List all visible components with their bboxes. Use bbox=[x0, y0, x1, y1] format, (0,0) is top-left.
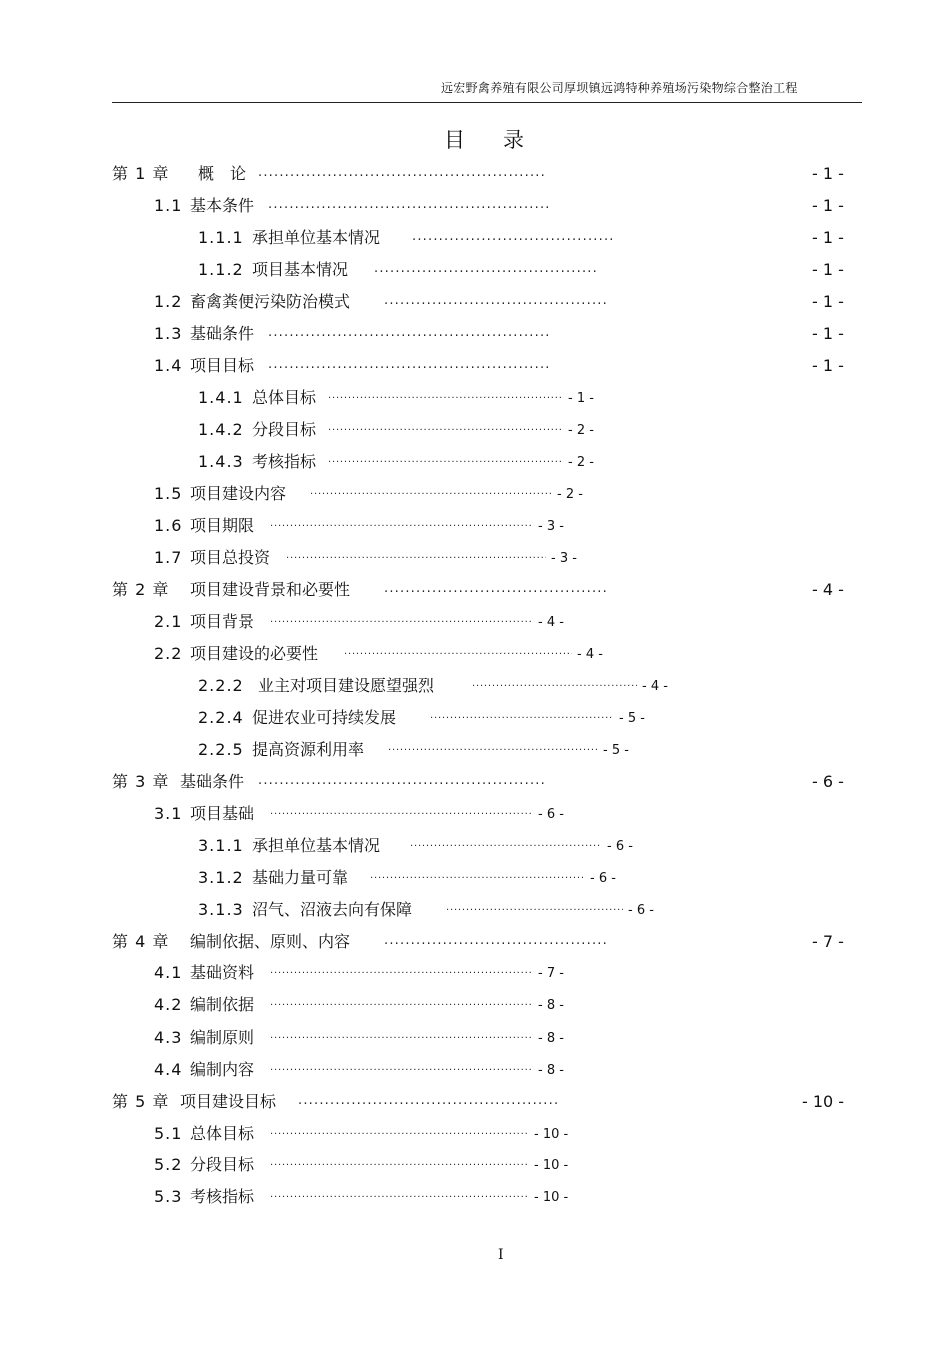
toc-entry-page: - 6 - bbox=[538, 807, 564, 822]
toc-entry-number: 1.4.3 bbox=[198, 452, 244, 471]
toc-leader-dots bbox=[472, 676, 637, 694]
toc-leader-dots bbox=[268, 196, 552, 214]
toc-entry-number: 1.1.1 bbox=[198, 228, 244, 247]
toc-entry-number: 3.1 bbox=[154, 804, 183, 823]
toc-entry-title: 基础条件 bbox=[190, 324, 255, 343]
toc-entry[interactable] bbox=[0, 290, 950, 314]
toc-entry[interactable] bbox=[0, 802, 950, 826]
toc-entry[interactable] bbox=[0, 482, 950, 506]
toc-entry-number: 5.2 bbox=[154, 1155, 183, 1174]
toc-leader-dots bbox=[270, 1155, 529, 1173]
toc-entry-page: - 3 - bbox=[551, 551, 577, 566]
toc-entry[interactable] bbox=[0, 1153, 950, 1177]
toc-entry[interactable] bbox=[0, 162, 950, 186]
toc-entry[interactable] bbox=[0, 642, 950, 666]
toc-leader-dots bbox=[328, 452, 563, 470]
toc-leader-dots bbox=[270, 804, 533, 822]
toc-entry-title: 沼气、沼液去向有保障 bbox=[252, 900, 413, 919]
toc-entry-number: 第 5 章 bbox=[112, 1092, 170, 1111]
toc-entry-page: - 2 - bbox=[568, 455, 594, 470]
toc-entry-title: 促进农业可持续发展 bbox=[252, 708, 397, 727]
toc-entry-number: 1.5 bbox=[154, 484, 183, 503]
toc-entry-title: 编制内容 bbox=[190, 1060, 255, 1079]
toc-entry-title: 项目建设的必要性 bbox=[190, 644, 319, 663]
toc-entry-number: 3.1.2 bbox=[198, 868, 244, 887]
toc-entry[interactable] bbox=[0, 194, 950, 218]
toc-entry[interactable] bbox=[0, 418, 950, 442]
toc-leader-dots bbox=[412, 228, 616, 246]
toc-entry-title: 项目目标 bbox=[190, 356, 255, 375]
toc-leader-dots bbox=[384, 292, 606, 310]
toc-entry-title: 考核指标 bbox=[252, 452, 317, 471]
toc-entry-page: - 1 - bbox=[812, 260, 844, 279]
toc-leader-dots bbox=[270, 612, 533, 630]
toc-entry-number: 2.2 bbox=[154, 644, 183, 663]
toc-leader-dots bbox=[310, 484, 552, 502]
toc-entry-title: 基础资料 bbox=[190, 963, 255, 982]
toc-leader-dots bbox=[270, 1060, 533, 1078]
toc-entry[interactable] bbox=[0, 706, 950, 730]
toc-entry[interactable] bbox=[0, 674, 950, 698]
toc-entry[interactable] bbox=[0, 1058, 950, 1082]
toc-entry-title: 基础力量可靠 bbox=[252, 868, 349, 887]
toc-entry[interactable] bbox=[0, 866, 950, 890]
toc-leader-dots bbox=[370, 868, 585, 886]
toc-entry-page: - 4 - bbox=[577, 647, 603, 662]
toc-entry[interactable] bbox=[0, 930, 950, 954]
toc-entry-number: 3.1.3 bbox=[198, 900, 244, 919]
toc-entry[interactable] bbox=[0, 898, 950, 922]
toc-leader-dots bbox=[270, 995, 533, 1013]
toc-entry-title: 概 论 bbox=[198, 164, 247, 183]
toc-entry-number: 1.3 bbox=[154, 324, 183, 343]
toc-entry-title: 项目总投资 bbox=[190, 548, 271, 567]
toc-entry[interactable] bbox=[0, 450, 950, 474]
toc-entry-title: 项目期限 bbox=[190, 516, 255, 535]
toc-entry-page: - 2 - bbox=[557, 487, 583, 502]
toc-leader-dots bbox=[270, 1124, 529, 1142]
toc-leader-dots bbox=[258, 164, 546, 182]
toc-leader-dots bbox=[388, 740, 598, 758]
toc-entry-page: - 8 - bbox=[538, 1063, 564, 1078]
toc-entry[interactable] bbox=[0, 354, 950, 378]
toc-entry-page: - 4 - bbox=[812, 580, 844, 599]
toc-entry-page: - 1 - bbox=[812, 196, 844, 215]
toc-entry-page: - 1 - bbox=[812, 292, 844, 311]
toc-entry-title: 分段目标 bbox=[252, 420, 317, 439]
toc-leader-dots bbox=[410, 836, 602, 854]
toc-leader-dots bbox=[286, 548, 546, 566]
toc-entry-number: 第 3 章 bbox=[112, 772, 170, 791]
toc-entry[interactable] bbox=[0, 1026, 950, 1050]
toc-leader-dots bbox=[258, 772, 546, 790]
toc-entry[interactable] bbox=[0, 226, 950, 250]
toc-entry-number: 4.4 bbox=[154, 1060, 183, 1079]
toc-entry-number: 2.1 bbox=[154, 612, 183, 631]
toc-leader-dots bbox=[328, 388, 563, 406]
toc-entry-number: 第 1 章 bbox=[112, 164, 170, 183]
toc-entry-title: 总体目标 bbox=[252, 388, 317, 407]
toc-entry-page: - 1 - bbox=[568, 391, 594, 406]
toc-entry-number: 1.2 bbox=[154, 292, 183, 311]
running-header: 远宏野禽养殖有限公司厚坝镇远鸿特种养殖场污染物综合整治工程 bbox=[441, 81, 798, 95]
toc-entry-page: - 6 - bbox=[590, 871, 616, 886]
toc-entry-page: - 4 - bbox=[642, 679, 668, 694]
toc-entry-title: 项目建设内容 bbox=[190, 484, 287, 503]
toc-entry[interactable] bbox=[0, 546, 950, 570]
toc-entry-title: 编制依据、原则、内容 bbox=[190, 932, 351, 951]
toc-entry[interactable] bbox=[0, 1185, 950, 1209]
toc-entry[interactable] bbox=[0, 514, 950, 538]
toc-entry-number: 4.3 bbox=[154, 1028, 183, 1047]
toc-entry-title: 项目建设背景和必要性 bbox=[190, 580, 351, 599]
toc-entry[interactable] bbox=[0, 322, 950, 346]
toc-entry-page: - 3 - bbox=[538, 519, 564, 534]
toc-entry-number: 1.1 bbox=[154, 196, 183, 215]
toc-entry[interactable] bbox=[0, 993, 950, 1017]
toc-entry-number: 3.1.1 bbox=[198, 836, 244, 855]
toc-entry-title: 分段目标 bbox=[190, 1155, 255, 1174]
toc-entry-page: - 1 - bbox=[812, 356, 844, 375]
header-divider bbox=[112, 102, 862, 103]
toc-entry-title: 承担单位基本情况 bbox=[252, 228, 381, 247]
toc-leader-dots bbox=[384, 932, 606, 950]
toc-entry-number: 1.4.2 bbox=[198, 420, 244, 439]
toc-leader-dots bbox=[430, 708, 614, 726]
toc-entry-number: 2.2.2 bbox=[198, 676, 244, 695]
toc-entry[interactable] bbox=[0, 1090, 950, 1114]
toc-title: 目录 bbox=[444, 128, 562, 152]
toc-entry-title: 业主对项目建设愿望强烈 bbox=[258, 676, 435, 695]
toc-entry-number: 1.1.2 bbox=[198, 260, 244, 279]
toc-entry-title: 项目基本情况 bbox=[252, 260, 349, 279]
toc-entry-page: - 10 - bbox=[534, 1190, 569, 1205]
toc-entry-title: 考核指标 bbox=[190, 1187, 255, 1206]
toc-entry-page: - 4 - bbox=[538, 615, 564, 630]
toc-entry-number: 1.7 bbox=[154, 548, 183, 567]
toc-leader-dots bbox=[270, 1028, 533, 1046]
toc-entry[interactable] bbox=[0, 610, 950, 634]
toc-leader-dots bbox=[446, 900, 623, 918]
toc-entry-page: - 10 - bbox=[534, 1158, 569, 1173]
toc-entry-number: 1.4 bbox=[154, 356, 183, 375]
toc-entry-number: 第 2 章 bbox=[112, 580, 170, 599]
toc-entry[interactable] bbox=[0, 834, 950, 858]
toc-entry-title: 编制依据 bbox=[190, 995, 255, 1014]
toc-entry-page: - 7 - bbox=[538, 966, 564, 981]
toc-leader-dots bbox=[298, 1092, 558, 1110]
toc-entry-page: - 5 - bbox=[603, 743, 629, 758]
toc-entry-title: 基本条件 bbox=[190, 196, 255, 215]
toc-entry[interactable] bbox=[0, 738, 950, 762]
toc-entry-title: 编制原则 bbox=[190, 1028, 255, 1047]
toc-entry[interactable] bbox=[0, 258, 950, 282]
toc-entry-title: 畜禽粪便污染防治模式 bbox=[190, 292, 351, 311]
toc-entry-page: - 1 - bbox=[812, 164, 844, 183]
toc-leader-dots bbox=[270, 516, 533, 534]
toc-entry-page: - 10 - bbox=[802, 1092, 845, 1111]
toc-entry-page: - 8 - bbox=[538, 1031, 564, 1046]
toc-entry-title: 承担单位基本情况 bbox=[252, 836, 381, 855]
toc-entry-page: - 7 - bbox=[812, 932, 844, 951]
toc-entry-page: - 10 - bbox=[534, 1127, 569, 1142]
toc-entry-number: 1.6 bbox=[154, 516, 183, 535]
toc-entry-page: - 2 - bbox=[568, 423, 594, 438]
toc-entry[interactable] bbox=[0, 961, 950, 985]
footer-page-number: I bbox=[498, 1247, 504, 1263]
toc-entry-title: 基础条件 bbox=[180, 772, 245, 791]
toc-entry-page: - 8 - bbox=[538, 998, 564, 1013]
toc-leader-dots bbox=[270, 963, 533, 981]
toc-entry[interactable] bbox=[0, 770, 950, 794]
toc-entry-number: 2.2.5 bbox=[198, 740, 244, 759]
toc-leader-dots bbox=[270, 1187, 529, 1205]
toc-entry-page: - 6 - bbox=[812, 772, 844, 791]
toc-entry-title: 提高资源利用率 bbox=[252, 740, 365, 759]
toc-entry-number: 4.2 bbox=[154, 995, 183, 1014]
toc-entry[interactable] bbox=[0, 578, 950, 602]
toc-entry[interactable] bbox=[0, 1122, 950, 1146]
toc-entry-page: - 1 - bbox=[812, 324, 844, 343]
toc-entry-page: - 5 - bbox=[619, 711, 645, 726]
toc-entry-title: 总体目标 bbox=[190, 1124, 255, 1143]
toc-entry-number: 4.1 bbox=[154, 963, 183, 982]
toc-leader-dots bbox=[268, 356, 552, 374]
toc-entry-number: 第 4 章 bbox=[112, 932, 170, 951]
toc-leader-dots bbox=[344, 644, 572, 662]
toc-leader-dots bbox=[374, 260, 598, 278]
toc-entry-number: 5.3 bbox=[154, 1187, 183, 1206]
toc-leader-dots bbox=[328, 420, 563, 438]
toc-entry-title: 项目基础 bbox=[190, 804, 255, 823]
toc-entry[interactable] bbox=[0, 386, 950, 410]
toc-entry-number: 2.2.4 bbox=[198, 708, 244, 727]
toc-entry-page: - 6 - bbox=[607, 839, 633, 854]
toc-entry-number: 1.4.1 bbox=[198, 388, 244, 407]
toc-leader-dots bbox=[384, 580, 606, 598]
toc-entry-page: - 6 - bbox=[628, 903, 654, 918]
toc-entry-page: - 1 - bbox=[812, 228, 844, 247]
toc-entry-title: 项目背景 bbox=[190, 612, 255, 631]
toc-leader-dots bbox=[268, 324, 552, 342]
toc-entry-title: 项目建设目标 bbox=[180, 1092, 277, 1111]
toc-entry-number: 5.1 bbox=[154, 1124, 183, 1143]
